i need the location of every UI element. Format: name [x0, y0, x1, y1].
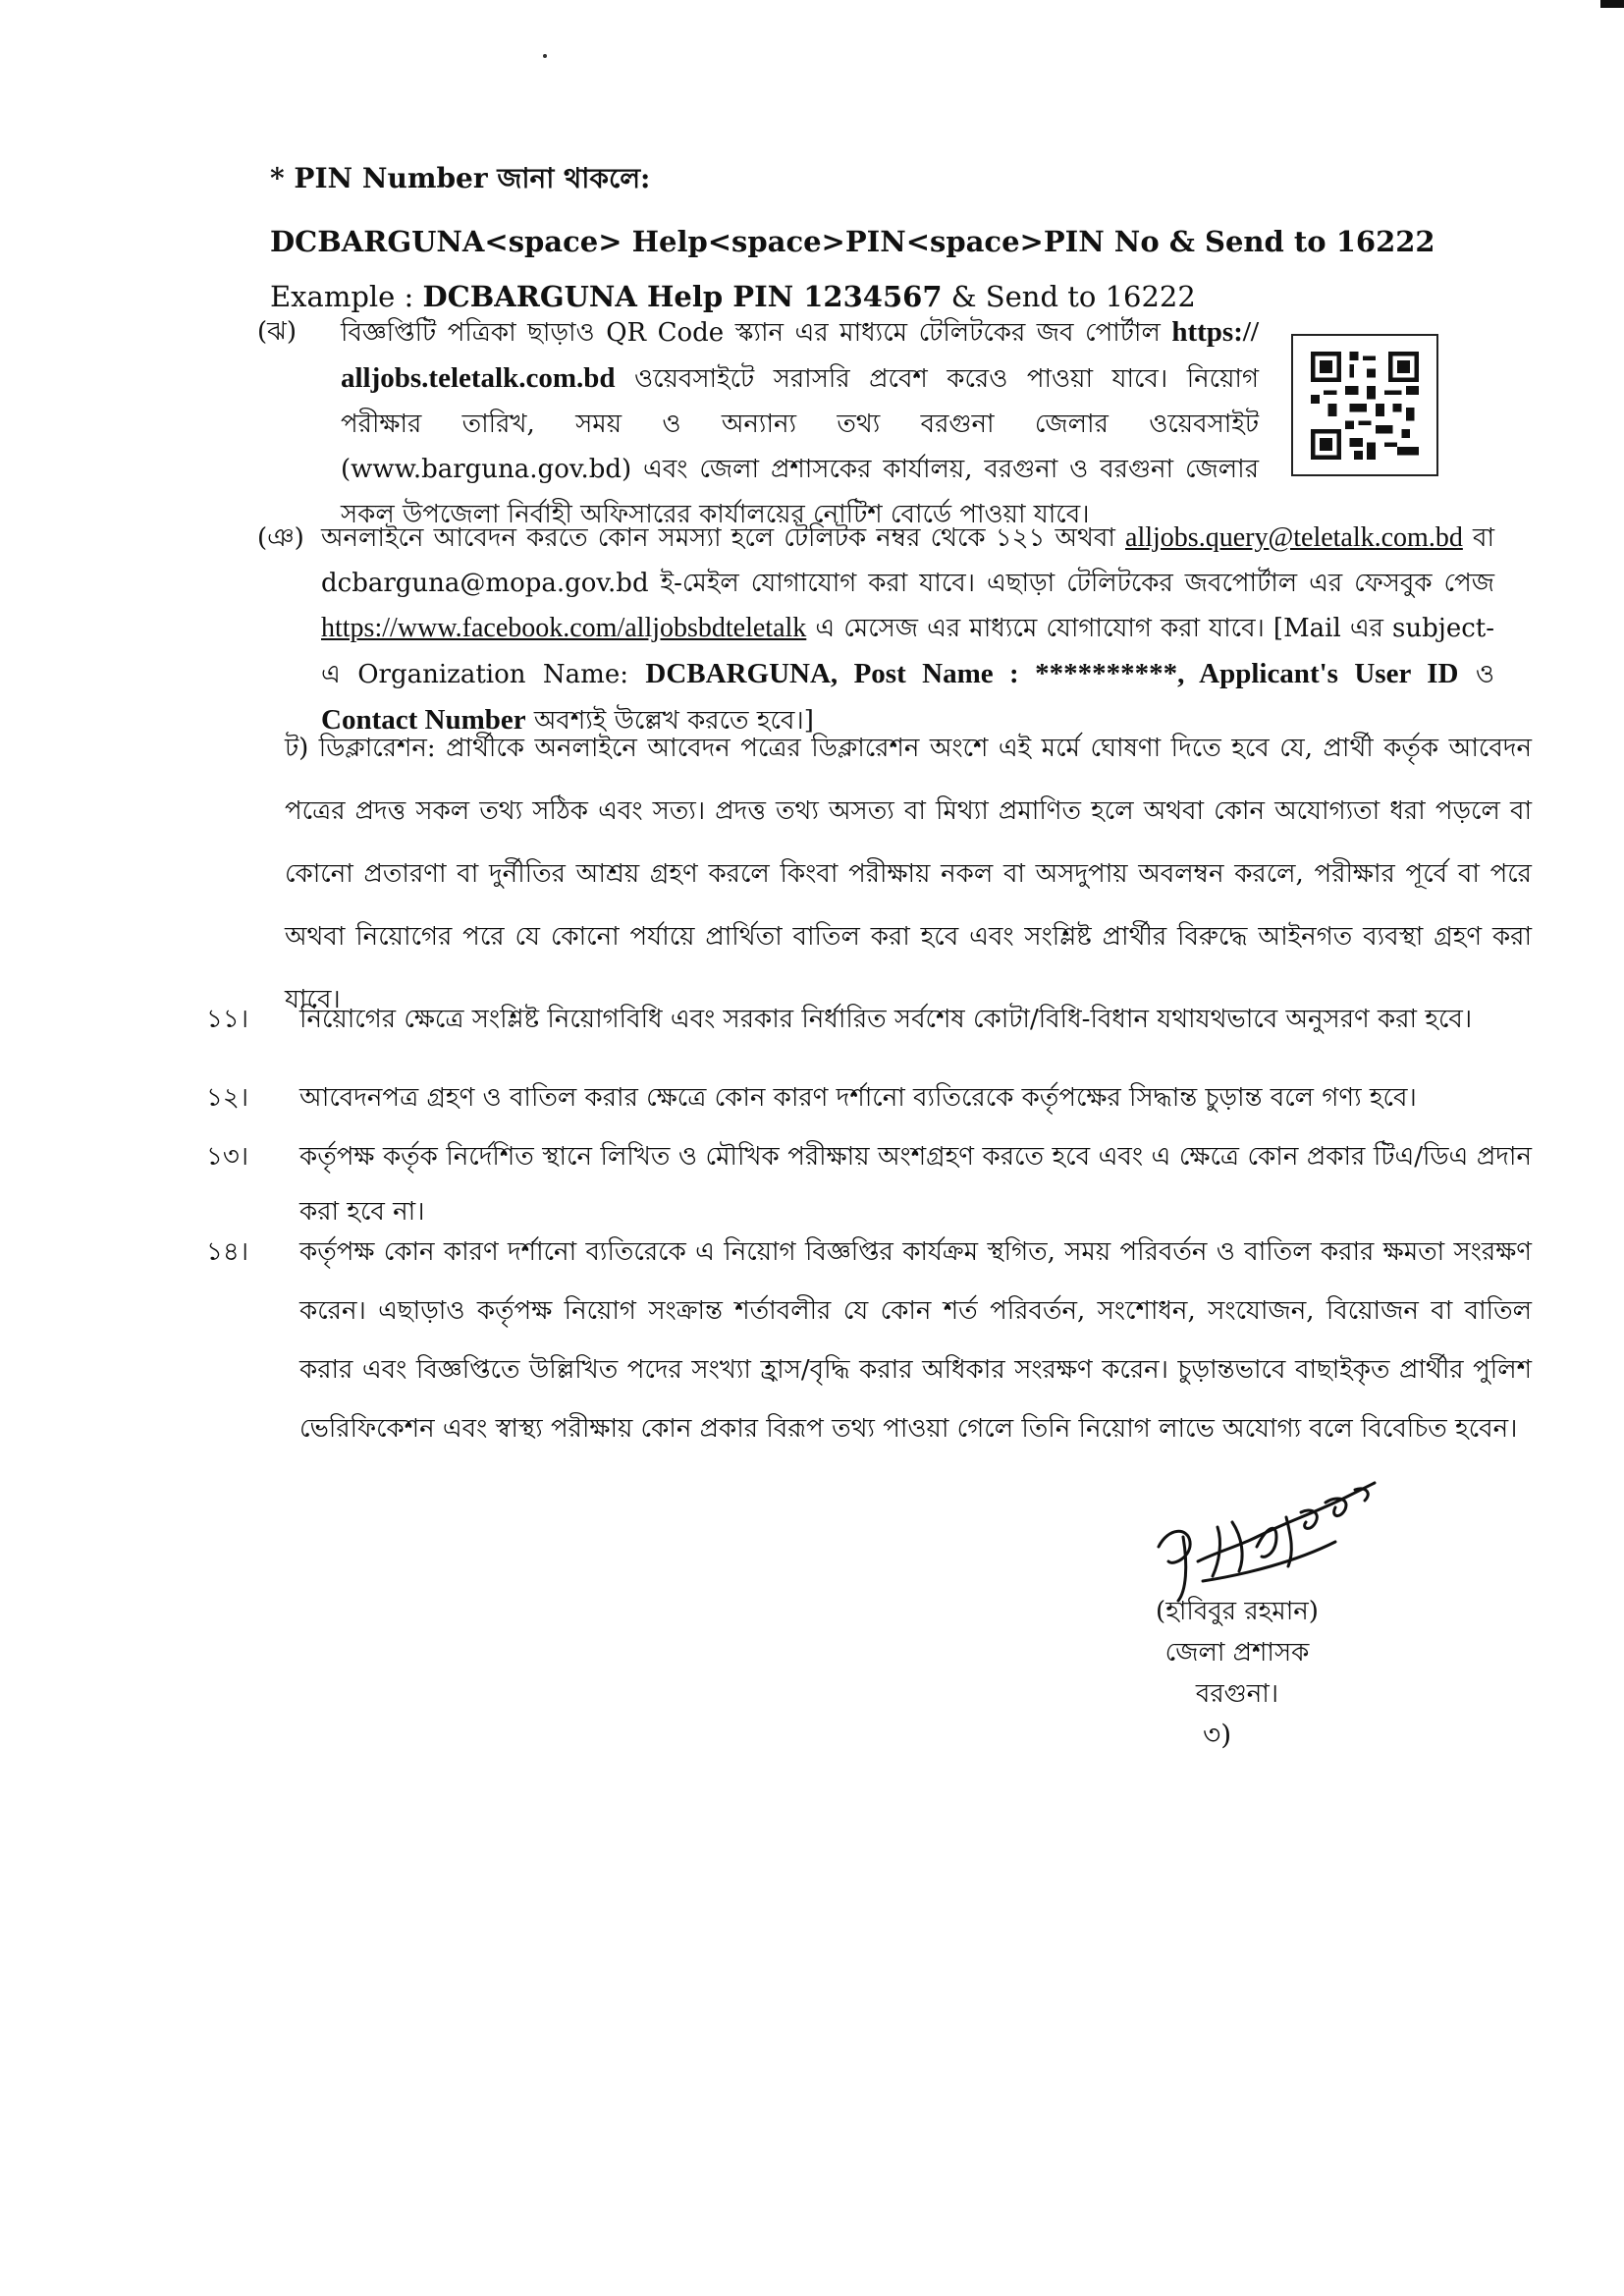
signatory-name: (হাবিবুর রহমান) — [1156, 1597, 1319, 1626]
item-number: ১১। — [206, 1005, 249, 1034]
item-text: নিয়োগের ক্ষেত্রে সংশ্লিষ্ট নিয়োগবিধি এবং সরকার নির্ধারিত সর্বশেষ কোটা/বিধি-বিধান যথাযথভাবে অনুসরণ করা হবে। — [299, 1005, 1473, 1034]
numbered-item — [206, 1070, 1532, 1125]
teletalk-query-email-link[interactable]: alljobs.query@teletalk.com.bd — [1125, 522, 1463, 553]
pin-heading: * PIN Number জানা থাকলে: — [270, 162, 651, 194]
qr-code-icon — [1291, 334, 1438, 476]
item-number: ১৩। — [206, 1142, 249, 1172]
item-number: ১২। — [206, 1083, 249, 1113]
signatory-block — [1149, 1591, 1326, 1715]
item-text: কর্তৃপক্ষ কোন কারণ দর্শানো ব্যতিরেকে এ নিয়োগ বিজ্ঞপ্তির কার্যক্রম স্থগিত, সময় পরিবর্তন ও বাতিল করার ক্ষমতা সংরক্ষণ করেন। এছাড়াও কর্তৃপক্ষ নিয়োগ সংক্রান্ত শর্তাবলীর যে কোন শর্ত পরিবর্তন, সংশোধন, সংযোজন, বিয়োজন বা বাতিল করার এবং বিজ্ঞপ্তিতে উল্লিখিত পদের সংখ্যা হ্রাস/বৃদ্ধি করার অধিকার সংরক্ষণ করেন। চুড়ান্তভাবে বাছাইকৃত প্রার্থীর পুলিশ ভেরিফিকেশন এবং স্বাস্থ্য পরীক্ষায় কোন প্রকার বিরূপ তথ্য পাওয়া গেলে তিনি নিয়োগ লাভে অযোগ্য বলে বিবেচিত হবেন। — [299, 1237, 1532, 1444]
pin-instructions — [270, 157, 1435, 335]
pin-sms-example: Example : DCBARGUNA Help PIN 1234567 & Send to 16222 — [270, 280, 1196, 313]
clause-marker: (ঝ) — [257, 317, 297, 347]
facebook-page-link[interactable]: https://www.facebook.com/alljobsbdteletalk — [321, 613, 807, 643]
declaration-clause: ট) ডিক্লারেশন: প্রার্থীকে অনলাইনে আবেদন পত্রের ডিক্লারেশন অংশে এই মর্মে ঘোষণা দিতে হবে যে, প্রার্থী কর্তৃক আবেদন পত্রের প্রদত্ত সকল তথ্য সঠিক এবং সত্য। প্রদত্ত তথ্য অসত্য বা মিথ্যা প্রমাণিত হলে অথবা কোন অযোগ্যতা ধরা পড়লে বা কোনো প্রতারণা বা দুর্নীতির আশ্রয় গ্রহণ করলে কিংবা পরীক্ষায় নকল বা অসদুপায় অবলম্বন করলে, পরীক্ষার পূর্বে বা পরে অথবা নিয়োগের পরে যে কোনো পর্যায়ে প্রার্থিতা বাতিল করা হবে এবং সংশ্লিষ্ট প্রার্থীর বিরুদ্ধে আইনগত ব্যবস্থা গ্রহণ করা যাবে। — [285, 734, 1533, 1014]
numbered-item — [206, 1223, 1532, 1458]
item-number: ১৪। — [206, 1237, 249, 1267]
initial-mark: ৩) — [1203, 1719, 1232, 1751]
clause-jha: (ঝ) বিজ্ঞপ্তিটি পত্রিকা ছাড়াও QR Code স্ক্যান এর মাধ্যমে টেলিটকের জব পোর্টাল https:// alljobs.teletalk.com.bd ওয়েবসাইটে সরাসরি প্রবেশ করেও পাওয়া যাবে। নিয়োগ পরীক্ষার তারিখ, সময় ও অন্যান্য তথ্য বরগুনা জেলার ওয়েবসাইট (www.barguna.gov.bd) এবং জেলা প্রশাসকের কার্যালয়, বরগুনা ও বরগুনা জেলার সকল উপজেলা নির্বাহী অফিসারের কার্যালয়ের নোটিশ বোর্ডে পাওয়া যাবে। — [257, 309, 1259, 537]
signatory-place: বরগুনা। — [1195, 1679, 1279, 1709]
item-text: কর্তৃপক্ষ কর্তৃক নির্দেশিত স্থানে লিখিত ও মৌখিক পরীক্ষায় অংশগ্রহণ করতে হবে এবং এ ক্ষেত্রে কোন প্রকার টিএ/ডিএ প্রদান করা হবে না। — [299, 1142, 1532, 1227]
item-text: আবেদনপত্র গ্রহণ ও বাতিল করার ক্ষেত্রে কোন কারণ দর্শানো ব্যতিরেকে কর্তৃপক্ষের সিদ্ধান্ত চুড়ান্ত বলে গণ্য হবে। — [299, 1083, 1417, 1113]
scan-corner-mark — [1600, 0, 1624, 8]
signatory-title: জেলা প্রশাসক — [1164, 1638, 1310, 1667]
clause-nya: (ঞ) অনলাইনে আবেদন করতে কোন সমস্যা হলে টেলিটক নম্বর থেকে ১২১ অথবা alljobs.query@teletalk.com.bd বা dcbarguna@mopa.gov.bd ই-মেইল যোগাযোগ করা যাবে। এছাড়া টেলিটকের জবপোর্টাল এর ফেসবুক পেজ https://www.facebook.com/alljobsbdteletalk এ মেসেজ এর মাধ্যমে যোগাযোগ করা যাবে। [Mail এর subject- এ Organization Name: DCBARGUNA, Post Name : **********, Applicant's User ID ও Contact Number অবশ্যই উল্লেখ করতে হবে।] — [257, 516, 1494, 743]
teletalk-link[interactable]: https:// alljobs.teletalk.com.bd — [341, 316, 1259, 394]
numbered-item — [206, 992, 1532, 1047]
pin-sms-format: DCBARGUNA<space> Help<space>PIN<space>PIN No & Send to 16222 — [270, 225, 1435, 258]
clause-marker: (ঞ) — [257, 523, 304, 553]
scan-speck — [543, 54, 547, 58]
